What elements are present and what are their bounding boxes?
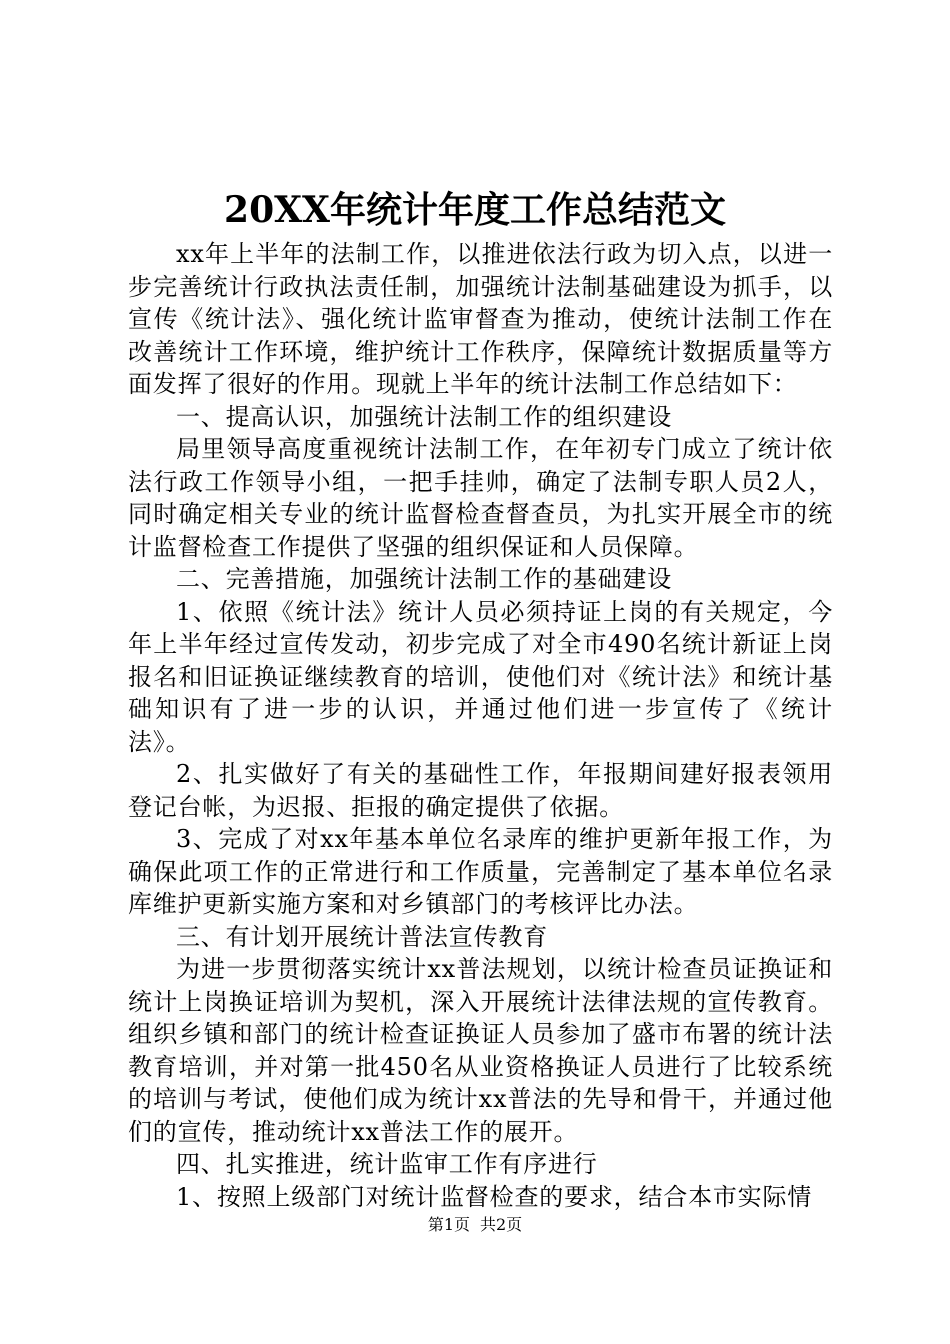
paragraph-item-3: 3、完成了对xx年基本单位名录库的维护更新年报工作，为确保此项工作的正常进行和工作质量，完善制定了基本单位名录库维护更新实施方案和对乡镇部门的考核评比办法。 — [128, 825, 833, 918]
paragraph-item-2: 2、扎实做好了有关的基础性工作，年报期间建好报表领用登记台帐，为迟报、拒报的确定提供了依据。 — [128, 760, 833, 821]
paragraph-item-1: 1、依照《统计法》统计人员必须持证上岗的有关规定，今年上半年经过宣传发动，初步完成了对全市490名统计新证上岗报名和旧证换证继续教育的培训，使他们对《统计法》和统计基础知识有了进一步的认识，并通过他们进一步宣传了《统计法》。 — [128, 597, 833, 756]
paragraph-intro: xx年上半年的法制工作，以推进依法行政为切入点，以进一步完善统计行政执法责任制，加强统计法制基础建设为抓手，以宣传《统计法》、强化统计监审督查为推动，使统计法制工作在改善统计工作环境，维护统计工作秩序，保障统计数据质量等方面发挥了很好的作用。现就上半年的统计法制工作总结如下： — [128, 240, 833, 398]
page-total: 共2页 — [480, 1215, 523, 1234]
document-body — [128, 238, 833, 1213]
section-heading-1: 一、提高认识，加强统计法制工作的组织建设 — [176, 402, 672, 431]
section-heading-3: 三、有计划开展统计普法宣传教育 — [176, 922, 548, 951]
document-title: 20XX年统计年度工作总结范文 — [224, 189, 726, 231]
page-number: 第1页 — [427, 1215, 470, 1234]
section-heading-2: 二、完善措施，加强统计法制工作的基础建设 — [176, 565, 672, 593]
paragraph-section-3: 为进一步贯彻落实统计xx普法规划，以统计检查员证换证和统计上岗换证培训为契机，深入开展统计法律法规的宣传教育。组织乡镇和部门的统计检查证换证人员参加了盛市布署的统计法教育培训，并对第一批450名从业资格换证人员进行了比较系统的培训与考试，使他们成为统计xx普法的先导和骨干，并通过他们的宣传，推动统计xx普法工作的展开。 — [128, 955, 833, 1146]
paragraph-section-4-item-1: 1、按照上级部门对统计监督检查的要求，结合本市实际情 — [176, 1182, 813, 1211]
page-footer — [0, 1214, 950, 1236]
paragraph-section-1: 局里领导高度重视统计法制工作，在年初专门成立了统计依法行政工作领导小组，一把手挂帅，确定了法制专职人员2人，同时确定相关专业的统计监督检查督查员，为扎实开展全市的统计监督检查工作提供了坚强的组织保证和人员保障。 — [128, 435, 833, 561]
section-heading-4: 四、扎实推进，统计监审工作有序进行 — [176, 1150, 598, 1178]
